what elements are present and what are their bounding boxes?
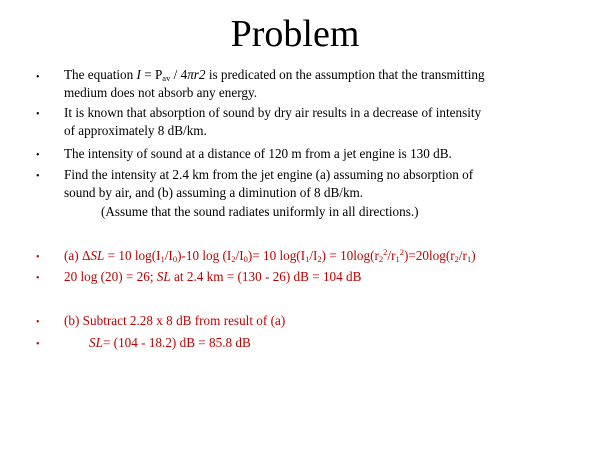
bullet-marker: • [36,72,40,83]
bullet-marker: • [36,273,40,284]
bullet-marker: • [36,317,40,328]
problem-line-2: medium does not absorb any energy. [64,85,258,100]
bullet-marker: • [36,339,40,350]
problem-line-7: sound by air, and (b) assuming a diminution of 8 dB/km. [64,185,364,200]
problem-line-6: Find the intensity at 2.4 km from the jet engine (a) assuming no absorption of [64,167,474,182]
bullet-marker: • [36,252,40,263]
solution-a-line-2: 20 log (20) = 26; SL at 2.4 km = (130 - 26) dB = 104 dB [64,269,362,284]
problem-line-1: The equation $I = P_{av} / 4\pi r2$ is predicated on the assumption that the transmitting [64,67,485,83]
problem-line-3: It is known that absorption of sound by dry air results in a decrease of intensity [64,105,482,120]
problem-line-8: (Assume that the sound radiates uniformly in all directions.) [101,204,419,219]
solution-a-line-1: (a) ΔSL = 10 $\log(I_1/I_0)-10$ $\log (I_2/I_0)= 10$ $\log(I_1/I_2) = 10\log(r_2^2/r_1^2)=20\log(r_2/r_1)$ [64,247,476,264]
bullet-marker: • [36,150,40,161]
problem-line-4: of approximately 8 dB/km. [64,123,207,138]
bullet-marker: • [36,109,40,120]
slide-title: Problem [230,13,360,55]
problem-line-5: The intensity of sound at a distance of 120 m from a jet engine is 130 dB. [64,146,452,161]
bullet-marker: • [36,171,40,182]
solution-b-line-2: SL= (104 - 18.2) dB = 85.8 dB [89,335,251,350]
solution-b-line-1: (b) Subtract 2.28 x 8 dB from result of (a) [64,313,286,328]
